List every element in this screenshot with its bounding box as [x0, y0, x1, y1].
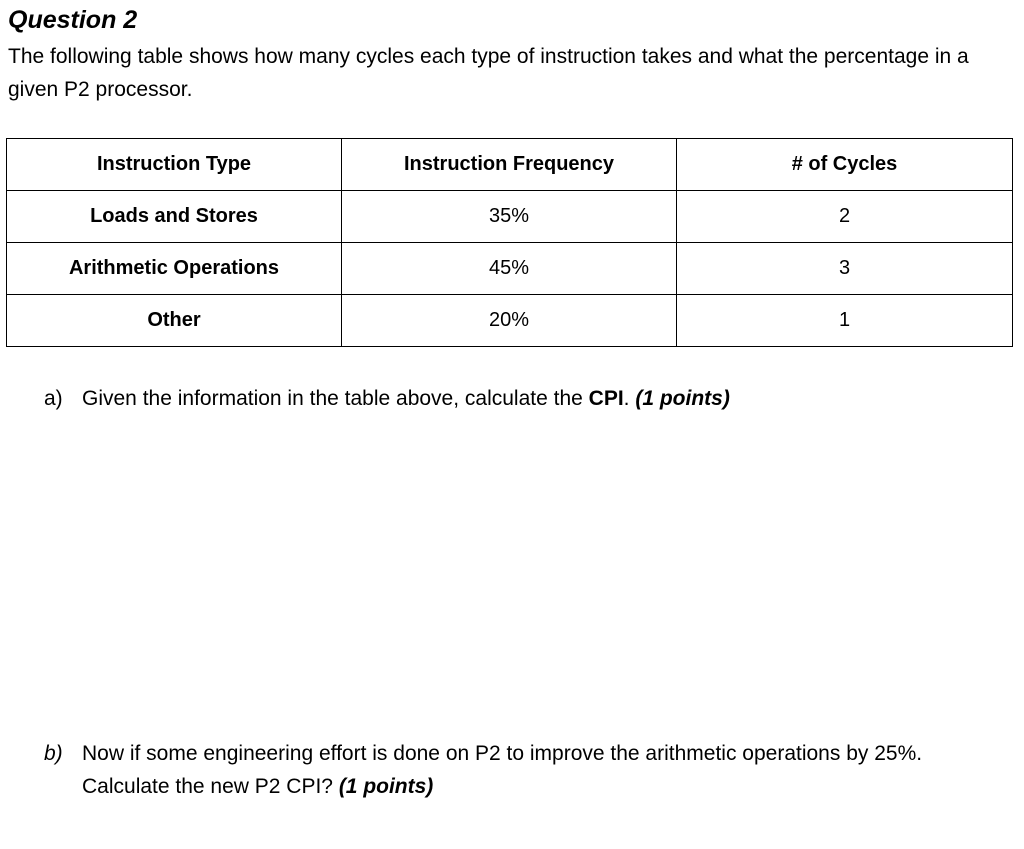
- part-b-marker: b): [44, 742, 63, 765]
- question-intro: The following table shows how many cycles each type of instruction takes and what the percentage in a given P2 processor.: [8, 45, 969, 101]
- table-header-row: [7, 139, 1013, 191]
- cell-cycles: 2: [677, 191, 1013, 243]
- part-b-question: [44, 737, 1004, 798]
- cell-cycles: 1: [677, 295, 1013, 347]
- instruction-table: [6, 138, 1013, 347]
- cell-frequency: 20%: [342, 295, 677, 347]
- cell-instruction-type: Loads and Stores: [7, 191, 342, 243]
- header-instruction-type: Instruction Type: [7, 139, 342, 191]
- table-row: [7, 191, 1013, 243]
- part-a-question: [44, 383, 730, 415]
- part-b-text: Now if some engineering effort is done on P2 to improve the arithmetic operations by 25%. Calculate the new P2 CPI?: [82, 742, 923, 798]
- part-a-punct: .: [623, 387, 636, 410]
- cell-cycles: 3: [677, 243, 1013, 295]
- part-b-points: (1 points): [338, 775, 434, 798]
- part-a-keyword: CPI: [588, 387, 624, 410]
- cell-instruction-type: Other: [7, 295, 342, 347]
- part-a-points: (1 points): [635, 387, 730, 410]
- header-cycles: # of Cycles: [677, 139, 1013, 191]
- cell-frequency: 45%: [342, 243, 677, 295]
- cell-instruction-type: Arithmetic Operations: [7, 243, 342, 295]
- cell-frequency: 35%: [342, 191, 677, 243]
- table-row: [7, 243, 1013, 295]
- question-title: Question 2: [8, 6, 138, 34]
- table-row: [7, 295, 1013, 347]
- part-a-text: Given the information in the table above, calculate the: [82, 387, 589, 410]
- header-instruction-frequency: Instruction Frequency: [342, 139, 677, 191]
- part-a-marker: a): [44, 387, 63, 410]
